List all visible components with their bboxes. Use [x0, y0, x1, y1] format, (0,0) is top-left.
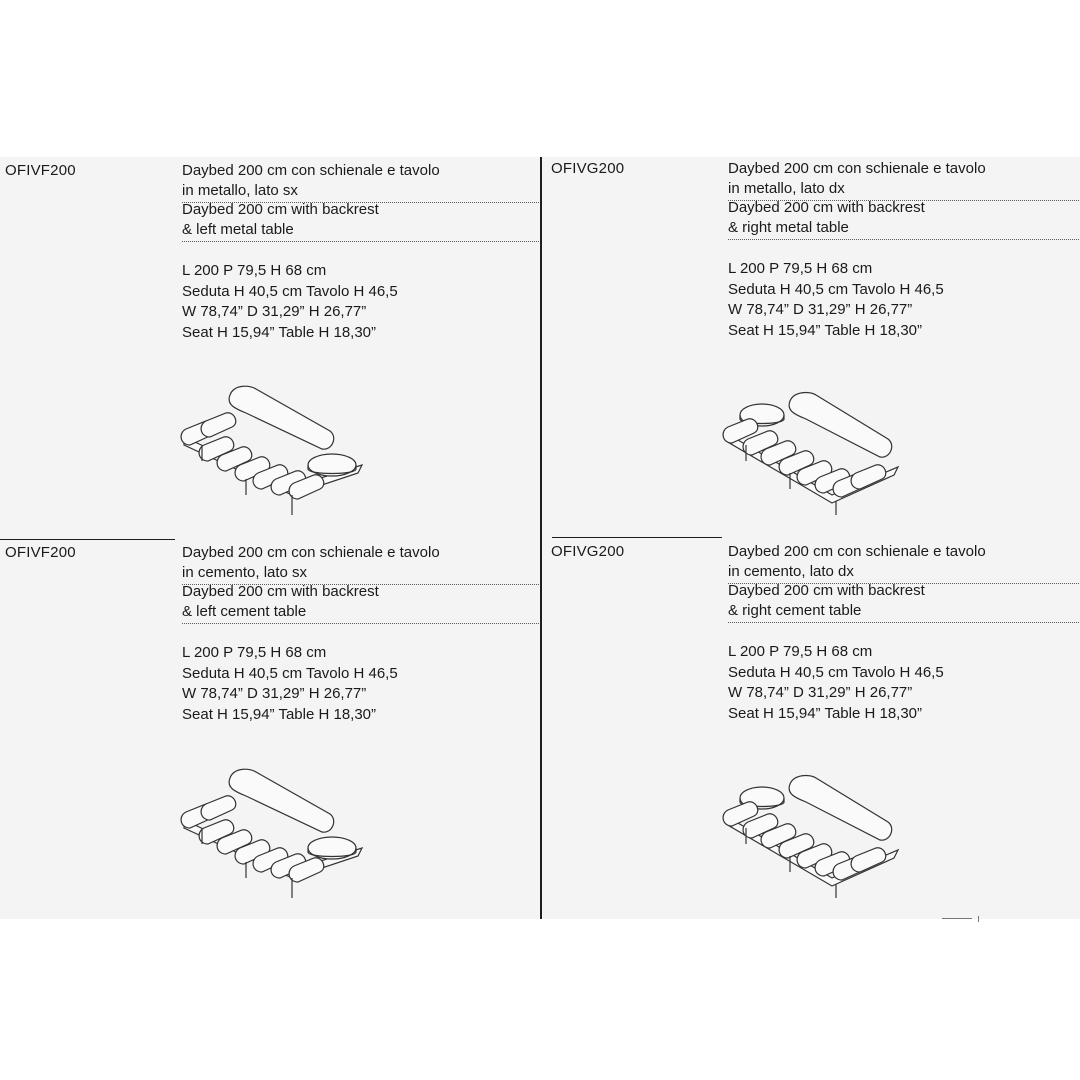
description-it-line-2: in metallo, lato dx — [728, 179, 845, 197]
column-divider — [540, 157, 542, 919]
product-cell — [0, 540, 540, 920]
product-description — [728, 159, 1080, 237]
product-cell — [546, 157, 1080, 537]
description-it-line-2: in cemento, lato sx — [182, 563, 308, 581]
dimensions — [728, 259, 944, 341]
dotted-separator — [728, 200, 1080, 201]
daybed-drawing — [718, 772, 918, 902]
dimension-line: Seduta H 40,5 cm Tavolo H 46,5 — [728, 663, 944, 681]
product-code: OFIVF200 — [5, 162, 76, 179]
dimension-line: W 78,74” D 31,29” H 26,77” — [182, 303, 367, 320]
description-it-line-2: in metallo, lato sx — [182, 181, 298, 199]
daybed-drawing — [718, 389, 918, 519]
product-code: OFIVG200 — [551, 543, 625, 560]
description-en-line-1: Daybed 200 cm with backrest — [728, 199, 925, 216]
description-en-line-2: & left cement table — [182, 602, 307, 620]
dotted-separator — [728, 583, 1080, 584]
dimensions — [728, 642, 944, 724]
product-description — [182, 161, 539, 239]
dimension-line: W 78,74” D 31,29” H 26,77” — [728, 301, 913, 318]
description-en-line-1: Daybed 200 cm with backrest — [182, 201, 379, 218]
dimension-line: Seat H 15,94” Table H 18,30” — [182, 323, 377, 341]
product-code: OFIVG200 — [551, 160, 625, 177]
description-en-line-2: & left metal table — [182, 220, 294, 238]
dimension-line: Seat H 15,94” Table H 18,30” — [182, 705, 377, 723]
description-it-line-2: in cemento, lato dx — [728, 562, 854, 580]
dimension-line: Seat H 15,94” Table H 18,30” — [728, 704, 923, 722]
product-cell — [546, 540, 1080, 920]
dimension-line: W 78,74” D 31,29” H 26,77” — [182, 685, 367, 702]
description-en-line-1: Daybed 200 cm with backrest — [182, 583, 379, 600]
dotted-separator — [182, 241, 539, 242]
daybed-drawing — [172, 762, 372, 902]
dimension-line: Seduta H 40,5 cm Tavolo H 46,5 — [182, 282, 398, 300]
dimension-line: L 200 P 79,5 H 68 cm — [182, 644, 327, 661]
dimension-line: Seduta H 40,5 cm Tavolo H 46,5 — [728, 280, 944, 298]
row-divider-right — [552, 537, 722, 538]
description-it-line-1: Daybed 200 cm con schienale e tavolo — [728, 543, 986, 560]
dotted-separator — [728, 622, 1080, 623]
dotted-separator — [182, 623, 539, 624]
product-description — [728, 542, 1080, 620]
dimension-line: L 200 P 79,5 H 68 cm — [728, 643, 873, 660]
dimension-line: Seduta H 40,5 cm Tavolo H 46,5 — [182, 664, 398, 682]
product-description — [182, 543, 539, 621]
dimensions — [182, 261, 398, 343]
description-en-line-2: & right cement table — [728, 601, 862, 619]
description-it-line-1: Daybed 200 cm con schienale e tavolo — [728, 160, 986, 177]
description-it-line-1: Daybed 200 cm con schienale e tavolo — [182, 162, 440, 179]
description-en-line-1: Daybed 200 cm with backrest — [728, 582, 925, 599]
crop-mark — [942, 918, 972, 919]
dotted-separator — [182, 584, 539, 585]
product-cell — [0, 157, 540, 537]
crop-mark — [978, 916, 979, 922]
dimensions — [182, 643, 398, 725]
dimension-line: L 200 P 79,5 H 68 cm — [728, 260, 873, 277]
product-code: OFIVF200 — [5, 544, 76, 561]
description-en-line-2: & right metal table — [728, 218, 849, 236]
dimension-line: W 78,74” D 31,29” H 26,77” — [728, 684, 913, 701]
dotted-separator — [728, 239, 1080, 240]
dotted-separator — [182, 202, 539, 203]
dimension-line: Seat H 15,94” Table H 18,30” — [728, 321, 923, 339]
dimension-line: L 200 P 79,5 H 68 cm — [182, 262, 327, 279]
daybed-drawing — [172, 379, 372, 519]
description-it-line-1: Daybed 200 cm con schienale e tavolo — [182, 544, 440, 561]
